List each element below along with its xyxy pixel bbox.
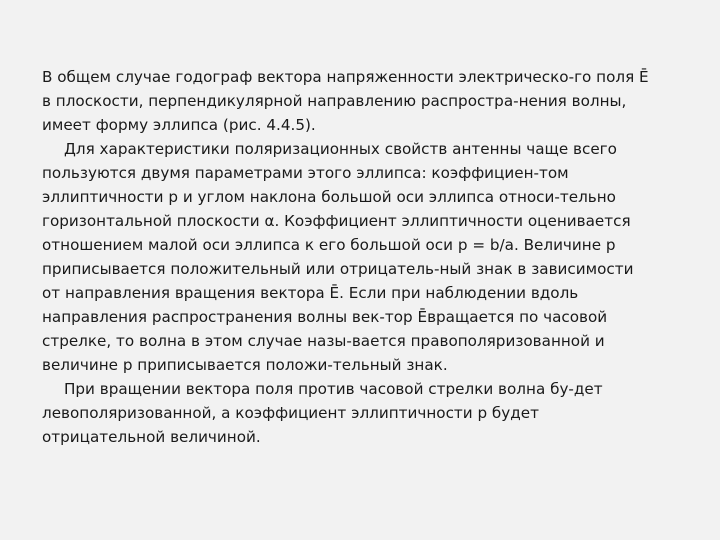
body-text [42,65,692,449]
text-line: отношением малой оси эллипса к его большой оси p = b/a. Величине p [42,236,616,254]
text-line: в плоскости, перпендикулярной направлению распростра-нения волны, [42,92,627,110]
text-line: отрицательной величиной. [42,428,261,446]
text-line: В общем случае годограф вектора напряженности электрическо-го поля Ē [42,68,649,86]
text-line: стрелке, то волна в этом случае назы-вается правополяризованной и [42,332,605,350]
paragraph-start-line: Для характеристики поляризационных свойств антенны чаще всего [64,140,617,158]
text-line: направления распространения волны век-тор Ēвращается по часовой [42,308,608,326]
text-line: левополяризованной, а коэффициент эллиптичности p будет [42,404,539,422]
text-line: приписывается положительный или отрицатель-ный знак в зависимости [42,260,634,278]
text-line: имеет форму эллипса (рис. 4.4.5). [42,116,316,134]
text-line: пользуются двумя параметрами этого эллипса: коэффициен-том [42,164,569,182]
text-line: эллиптичности p и углом наклона большой оси эллипса относи-тельно [42,188,616,206]
text-line: горизонтальной плоскости α. Коэффициент эллиптичности оценивается [42,212,631,230]
text-line: величине p приписывается положи-тельный знак. [42,356,448,374]
text-line: от направления вращения вектора Ē. Если при наблюдении вдоль [42,284,579,302]
paragraph-start-line: При вращении вектора поля против часовой стрелки волна бу-дет [64,380,603,398]
